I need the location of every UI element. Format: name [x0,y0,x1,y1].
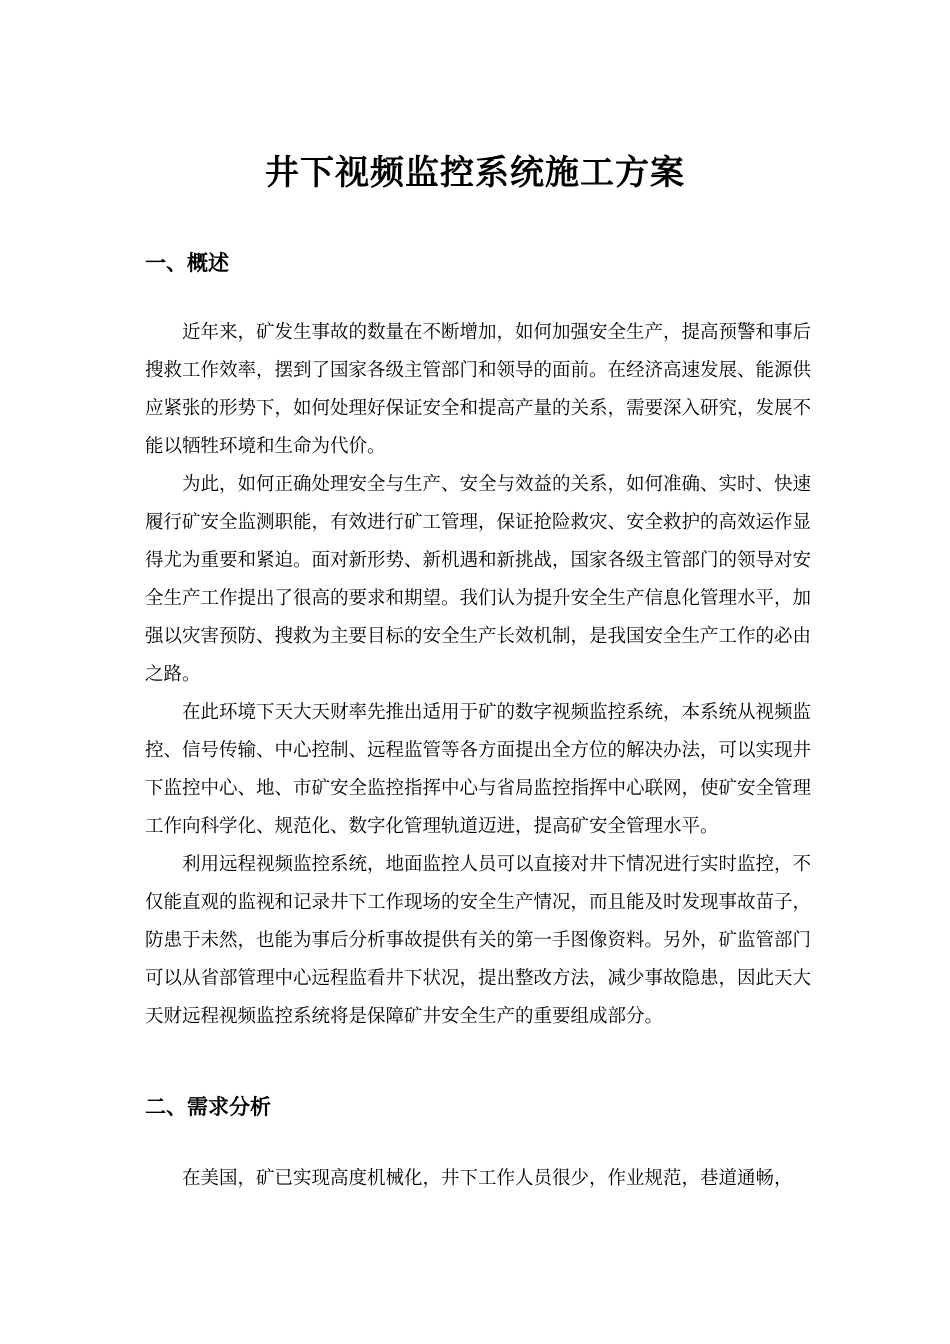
section-body-requirements [145,1160,811,1198]
paragraph: 为此，如何正确处理安全与生产、安全与效益的关系，如何准确、实时、快速履行矿安全监测职能，有效进行矿工管理，保证抢险救灾、安全救护的高效运作显得尤为重要和紧迫。面对新形势、新机遇和新挑战，国家各级主管部门的领导对安全生产工作提出了很高的要求和期望。我们认为提升安全生产信息化管理水平，加强以灾害预防、搜救为主要目标的安全生产长效机制，是我国安全生产工作的必由之路。 [145,474,812,685]
paragraph: 利用远程视频监控系统，地面监控人员可以直接对井下情况进行实时监控，不仅能直观的监视和记录井下工作现场的安全生产情况，而且能及时发现事故苗子，防患于未然，也能为事后分析事故提供有关的第一手图像资料。另外，矿监管部门可以从省部管理中心远程监看井下状况，提出整改方法，减少事故隐患，因此天大天财远程视频监控系统将是保障矿井安全生产的重要组成部分。 [145,854,812,1027]
section-body-overview [145,314,811,1036]
paragraph: 在美国，矿已实现高度机械化，井下工作人员很少，作业规范，巷道通畅， [182,1168,793,1189]
paragraph: 近年来，矿发生事故的数量在不断增加，如何加强安全生产，提高预警和事后搜救工作效率，摆到了国家各级主管部门和领导的面前。在经济高速发展、能源供应紧张的形势下，如何处理好保证安全和提高产量的关系，需要深入研究，发展不能以牺牲环境和生命为代价。 [145,322,812,457]
section-heading-overview: 一、概述 [145,250,229,275]
document-title: 井下视频监控系统施工方案 [265,153,685,193]
paragraph: 在此环境下天大天财率先推出适用于矿的数字视频监控系统，本系统从视频监控、信号传输、中心控制、远程监管等各方面提出全方位的解决办法，可以实现井下监控中心、地、市矿安全监控指挥中心与省局监控指挥中心联网，使矿安全管理工作向科学化、规范化、数字化管理轨道迈进，提高矿安全管理水平。 [145,702,812,837]
section-heading-requirements: 二、需求分析 [145,1094,271,1119]
